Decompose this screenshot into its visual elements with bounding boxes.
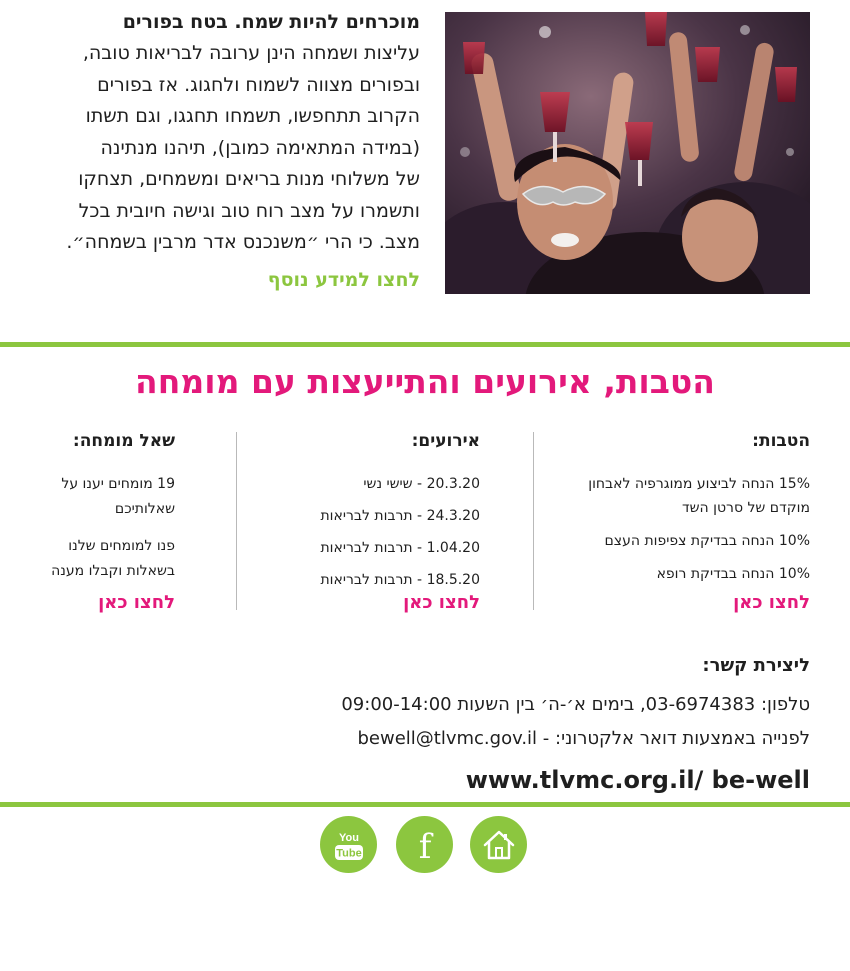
home-icon [481,827,517,863]
expert-item: פנו למומחים שלנו בשאלות וקבלו מענה [51,538,175,579]
benefit-item: 15% הנחה לביצוע ממוגרפיה לאבחון מוקדם של סרטן השד [588,476,810,516]
intro-body [40,38,420,259]
event-item: 24.3.20 - תרבות לבריאות [320,508,480,524]
expert-item: 19 מומחים יענו על שאלותיכם [61,476,175,517]
event-item: 20.3.20 - שישי נשי [363,476,480,492]
svg-text:You: You [338,831,359,844]
events-click-here-link[interactable]: לחצו כאן [403,592,480,613]
intro-article [40,8,420,293]
events-column [280,430,480,620]
home-button[interactable] [470,816,527,873]
contact-phone: טלפון: 03-6974383, בימים א׳-ה׳ בין השעות 09:00-14:00 [341,694,810,715]
intro-line: עליצות ושמחה הינן ערובה לבריאות טובה, [82,42,420,64]
ask-expert-column [35,430,175,620]
party-photo [445,12,810,294]
more-info-link[interactable]: לחצו למידע נוסף [267,268,420,291]
intro-line: ובפורים מצווה לשמוח ולחגוג. אז בפורים [97,73,420,96]
expert-click-here-link[interactable]: לחצו כאן [98,592,175,613]
svg-text:Tube: Tube [335,847,362,859]
benefits-click-here-link[interactable]: לחצו כאן [733,592,810,613]
contact-title: ליצירת קשר: [702,655,810,676]
benefits-title: הטבות: [752,431,810,451]
intro-line: מצב. כי הרי ״משנכנס אדר מרבין בשמחה״. [66,231,420,253]
contact-email[interactable]: לפנייה באמצעות דואר אלקטרוני: - bewell@tlvmc.gov.il [357,728,810,749]
divider-bottom [0,802,850,807]
facebook-icon [405,825,445,865]
youtube-button[interactable] [320,816,377,873]
benefit-item: 10% הנחה בבדיקת רופא [656,566,810,582]
intro-line: הקרוב תתחפשו, תשמחו תחגגו, וגם תשתו [85,105,420,127]
event-item: 18.5.20 - תרבות לבריאות [320,572,480,588]
contact-section [250,652,810,800]
website-link[interactable]: www.tlvmc.org.il/ be-well [465,766,810,794]
social-links [320,816,530,876]
facebook-button[interactable] [396,816,453,873]
divider-top [0,342,850,347]
intro-title: מוכרחים להיות שמח. בטח בפורים [122,11,420,33]
youtube-icon [329,825,369,865]
column-divider [236,432,237,610]
benefits-column [550,430,810,620]
intro-line: (במידה המתאימה כמובן), תיהנו מנתינה [100,136,420,159]
intro-line: ותשמרו על מצב רוח טוב וגישה חיובית בכל [78,199,420,222]
ask-expert-title: שאל מומחה: [72,431,175,451]
benefit-item: 10% הנחה בבדיקת צפיפות העצם [604,533,810,549]
section-title: הטבות, אירועים והתייעצות עם מומחה [135,362,715,401]
event-item: 1.04.20 - תרבות לבריאות [320,540,480,556]
intro-line: של משלוחי מנות בריאים ומשמחים, תצחקו [78,168,420,190]
events-title: אירועים: [411,431,480,451]
svg-text:f: f [418,826,431,865]
column-divider [533,432,534,610]
